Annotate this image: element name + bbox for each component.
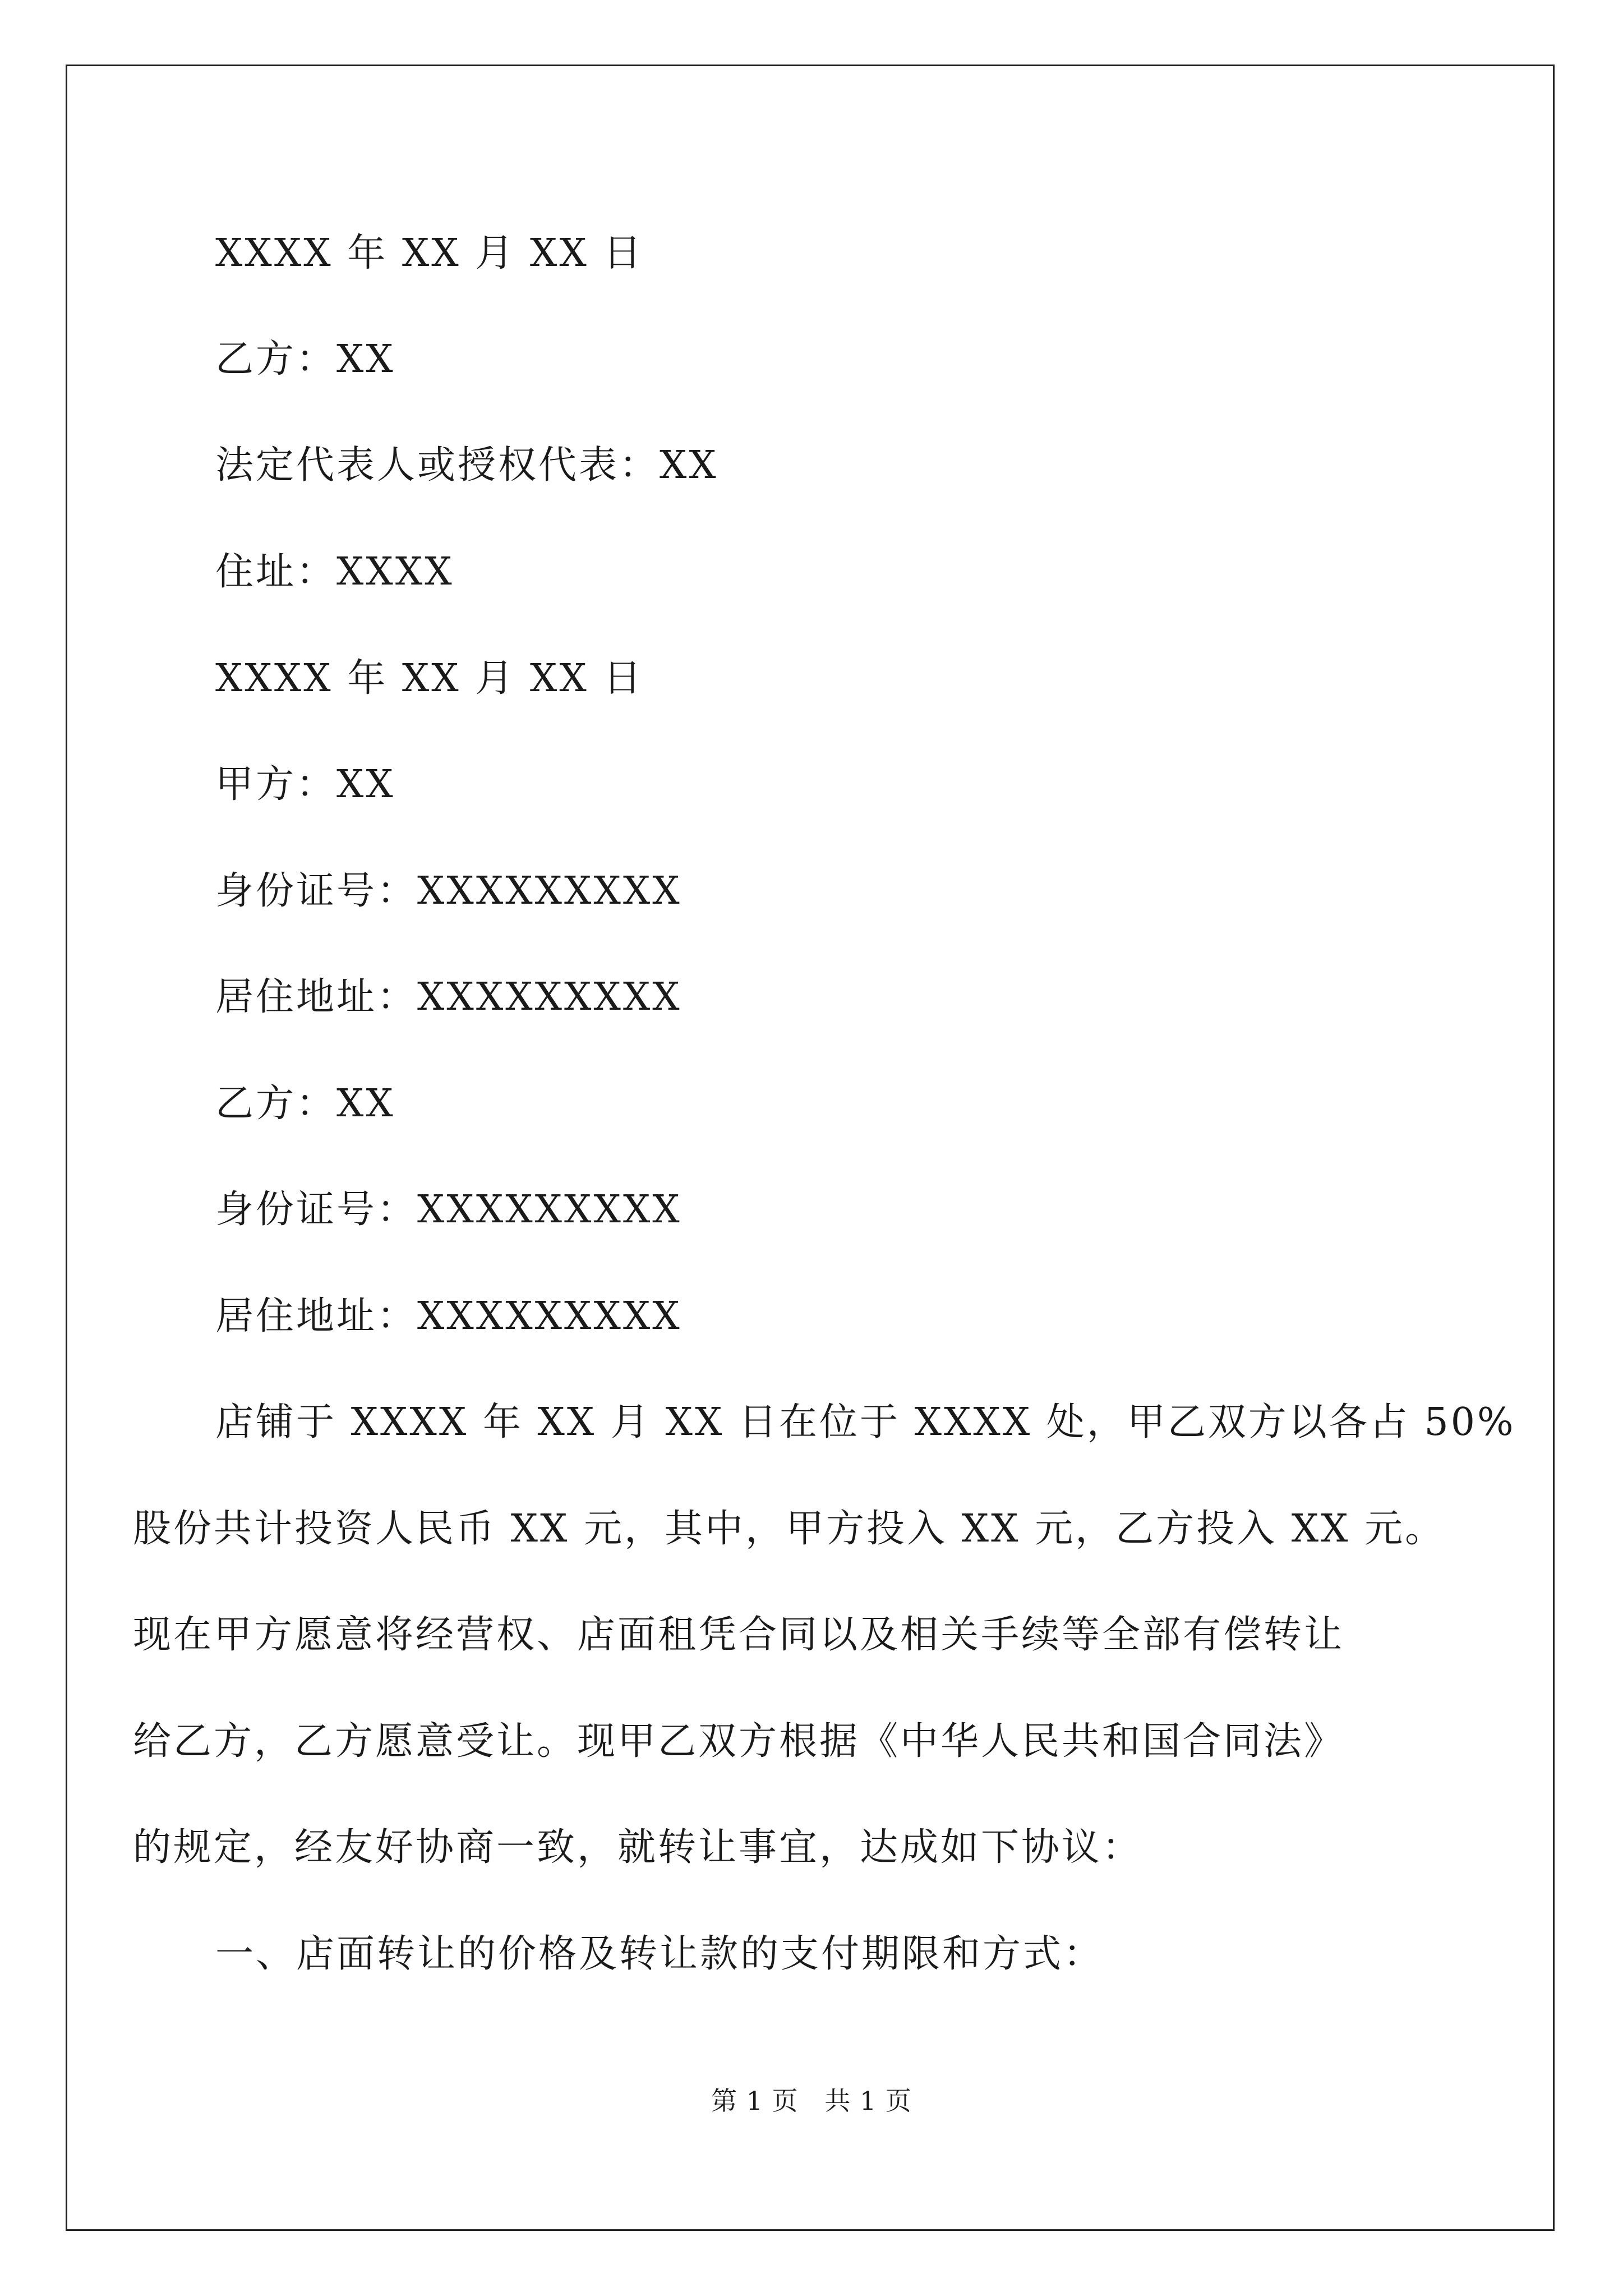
id-number-line: 身份证号：XXXXXXXXX (215, 869, 682, 913)
body-paragraph-line: 现在甲方愿意将经营权、店面租凭合同以及相关手续等全部有偿转让 (133, 1613, 1345, 1657)
section-heading: 一、店面转让的价格及转让款的支付期限和方式： (215, 1932, 1104, 1976)
body-paragraph-line: 给乙方，乙方愿意受让。现甲乙双方根据《中华人民共和国合同法》 (133, 1719, 1345, 1764)
page-border (66, 65, 1555, 2231)
party-a-line: 甲方：XX (215, 762, 395, 807)
residential-address-line: 居住地址：XXXXXXXXX (215, 1294, 682, 1338)
party-b-line: 乙方：XX (215, 1082, 395, 1126)
body-paragraph-line: 股份共计投资人民币 XX 元，其中，甲方投入 XX 元，乙方投入 XX 元。 (133, 1507, 1446, 1551)
body-paragraph-line: 的规定，经友好协商一致，就转让事宜，达成如下协议： (133, 1825, 1143, 1870)
address-line: 住址：XXXX (215, 550, 454, 594)
residential-address-line: 居住地址：XXXXXXXXX (215, 975, 682, 1019)
party-b-line: 乙方：XX (215, 337, 395, 381)
date-line: XXXX 年 XX 月 XX 日 (215, 231, 644, 275)
legal-representative-line: 法定代表人或授权代表：XX (215, 443, 718, 487)
body-paragraph-line: 店铺于 XXXX 年 XX 月 XX 日在位于 XXXX 处，甲乙双方以各占 50% (215, 1400, 1516, 1444)
page-number-footer: 第 1 页 共 1 页 (711, 2086, 912, 2116)
date-line: XXXX 年 XX 月 XX 日 (215, 656, 644, 701)
id-number-line: 身份证号：XXXXXXXXX (215, 1188, 682, 1232)
